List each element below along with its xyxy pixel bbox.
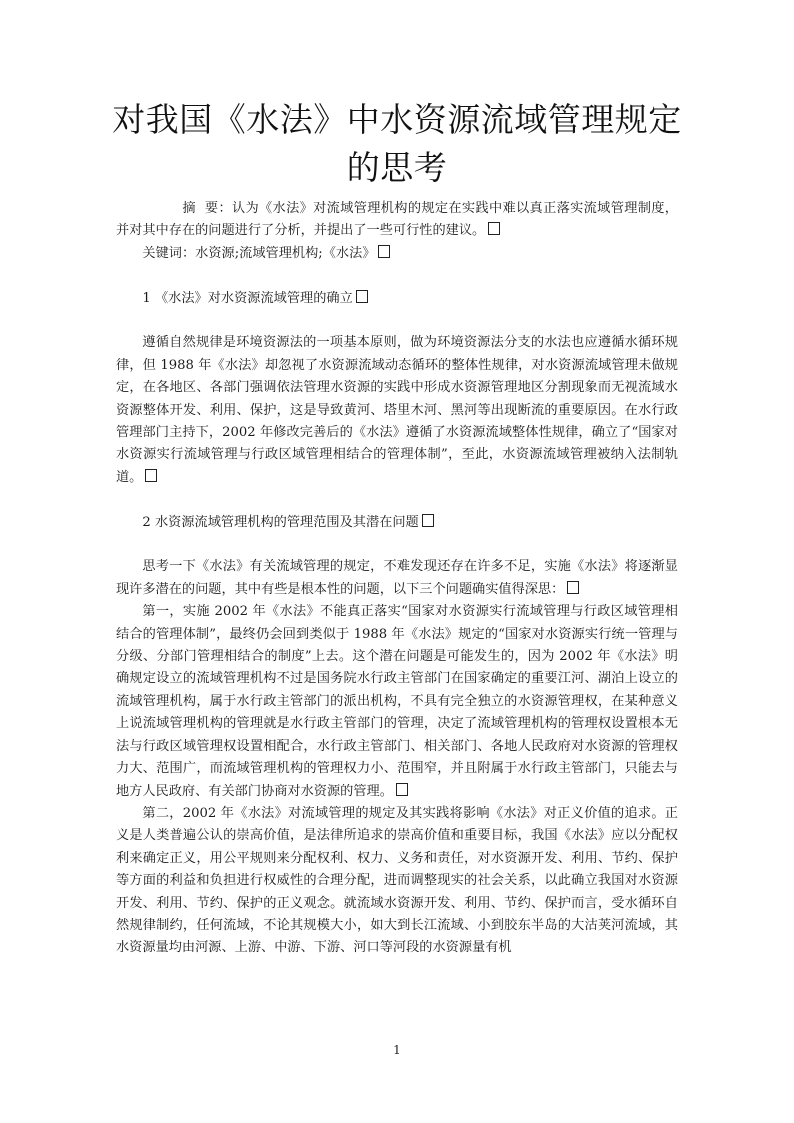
keywords-paragraph bbox=[116, 243, 678, 265]
section-2-paragraph-2: 第一，实施 2002 年《水法》不能真正落实“国家对水资源实行流域管理与行政区域管理相结合的管理体制”，最终仍会回到类似于 1988 年《水法》规定的“国家对水资源实行统一管理与分级、分部门管理相结合的制度”上去。这个潜在问题是可能发生的，因为 2002 年《水法》明确规定设立的流域管理机构不过是国务院水行政主管部门在国家确定的重要江河、湖泊上设立的流域管理机构，属于水行政主管部门的派出机构，不具有完全独立的水资源管理权，在某种意义上说流域管理机构的管理就是水行政主管部门的管理，决定了流域管理机构的管理权设置根本无法与行政区域管理权设置相配合，水行政主管部门、相关部门、各地人民政府对水资源的管理权力大、范围广，而流域管理机构的管理权力小、范围窄，并且附属于水行政主管部门，只能去与地方人民政府、有关部门协商对水资源的管理。 bbox=[116, 604, 678, 799]
placeholder-box-icon bbox=[378, 245, 390, 258]
placeholder-box-icon bbox=[396, 783, 408, 796]
document-body bbox=[116, 198, 678, 960]
page-number: 1 bbox=[393, 1043, 401, 1057]
keywords-label: 关键词： bbox=[142, 245, 196, 261]
abstract-label: 摘 要： bbox=[182, 201, 232, 216]
section-1-paragraph-1: 遵循自然规律是环境资源法的一项基本原则，做为环境资源法分支的水法也应遵循水循环规律，但 1988 年《水法》却忽视了水资源流域动态循环的整体性规律，对水资源流域管理未做规定，在各地区、各部门强调依法管理水资源的实践中形成水资源管理地区分割现象而无视流域水资源整体开发、利用、保护，这是导致黄河、塔里木河、黑河等出现断流的重要原因。在水行政管理部门主持下，2002 年修改完善后的《水法》遵循了水资源流域整体性规律，确立了“国家对水资源实行流域管理与行政区域管理相结合的管理体制”，至此，水资源流域管理被纳入法制轨道。 bbox=[116, 335, 678, 485]
section-2-paragraph-3: 第二，2002 年《水法》对流域管理的规定及其实践将影响《水法》对正义价值的追求。正义是人类普遍公认的崇高价值，是法律所追求的崇高价值和重要目标，我国《水法》应以分配权利来确定正义，用公平规则来分配权利、权力、义务和责任，对水资源开发、利用、节约、保护等方面的利益和负担进行权威性的合理分配，进而调整现实的社会关系，以此确立我国对水资源开发、利用、节约、保护的正义观念。就流域水资源开发、利用、节约、保护而言，受水循环自然规律制约，任何流域，不论其规模大小，如大到长江流域、小到胶东半岛的大沽荚河流域，其水资源量均由河源、上游、中游、下游、河口等河段的水资源量有机 bbox=[116, 805, 678, 956]
section-1-heading: 1 《水法》对水资源流域管理的确立 bbox=[116, 288, 678, 310]
abstract-text: 认为《水法》对流域管理机构的规定在实践中难以真正落实流域管理制度，并对其中存在的问题进行了分析，并提出了一些可行性的建议。 bbox=[116, 201, 678, 239]
placeholder-box-icon bbox=[488, 222, 500, 235]
placeholder-box-icon bbox=[422, 514, 434, 527]
abstract-paragraph bbox=[116, 198, 678, 243]
section-2-heading: 2 水资源流域管理机构的管理范围及其潜在问题 bbox=[116, 512, 678, 534]
document-title: 对我国《水法》中水资源流域管理规定的思考 bbox=[112, 100, 682, 187]
placeholder-box-icon bbox=[145, 469, 157, 482]
keywords-text: 水资源;流域管理机构;《水法》 bbox=[195, 245, 376, 261]
placeholder-box-icon bbox=[356, 290, 368, 303]
placeholder-box-icon bbox=[567, 581, 579, 594]
section-2-paragraph-1: 思考一下《水法》有关流域管理的规定，不难发现还存在许多不足，实施《水法》将逐渐显现许多潜在的问题，其中有些是根本性的问题，以下三个问题确实值得深思： bbox=[116, 559, 678, 597]
